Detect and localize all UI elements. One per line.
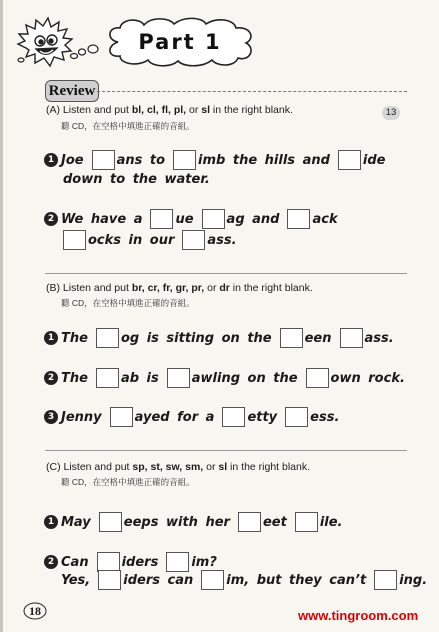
item-number-badge: 2 (44, 555, 58, 569)
sentence-text: ile. (319, 514, 343, 530)
sentence-text: iders can (123, 572, 194, 588)
answer-blank-box[interactable] (99, 512, 122, 532)
item-number-badge: 3 (44, 410, 58, 424)
answer-blank-box[interactable] (287, 209, 310, 229)
item-number-badge: 1 (44, 515, 58, 529)
sentence-text: og is sitting on the (120, 330, 272, 346)
sentence-text: Joe (61, 152, 84, 168)
answer-blank-box[interactable] (202, 209, 225, 229)
answer-blank-box[interactable] (97, 552, 120, 572)
sentence-text: im, but they can’t (226, 572, 367, 588)
sentence-text: The (61, 330, 88, 346)
answer-blank-box[interactable] (222, 407, 245, 427)
website-url[interactable]: www.tingroom.com (298, 608, 419, 623)
sentence-text: ass. (364, 330, 394, 346)
answer-blank-box[interactable] (96, 328, 119, 348)
instruction-c-chinese: 聽 CD，在空格中填進正確的音組。 (61, 477, 195, 487)
exercise-line (61, 570, 427, 590)
answer-blank-box[interactable] (306, 368, 329, 388)
sentence-text: ayed for a (134, 409, 215, 425)
exercise-line (44, 150, 386, 170)
answer-blank-box[interactable] (374, 570, 397, 590)
exercise-line (44, 407, 339, 427)
answer-blank-box[interactable] (285, 407, 308, 427)
sentence-text: ide (362, 152, 386, 168)
sentence-text: iders (121, 554, 159, 570)
answer-blank-box[interactable] (201, 570, 224, 590)
sentence-text: imb the hills and (198, 152, 330, 168)
answer-blank-box[interactable] (340, 328, 363, 348)
page-number: 18 (22, 601, 48, 621)
item-number-badge: 1 (44, 331, 58, 345)
instruction-b-chinese: 聽 CD，在空格中填進正確的音組。 (61, 298, 195, 308)
sentence-text: ing. (399, 572, 428, 588)
page-edge (0, 0, 3, 632)
sentence-text: ag and (226, 211, 280, 227)
sentence-text: Yes, (61, 572, 91, 588)
cd-track-badge: 13 (382, 106, 400, 120)
sentence-text: ans to (116, 152, 166, 168)
sentence-text: eet (262, 514, 287, 530)
exercise-line (63, 172, 210, 187)
exercise-line (44, 328, 394, 348)
sentence-text: We have a (61, 211, 143, 227)
section-divider (45, 450, 407, 451)
exercise-line (44, 552, 217, 572)
section-divider (45, 273, 407, 274)
sentence-text: ack (312, 211, 338, 227)
answer-blank-box[interactable] (338, 150, 361, 170)
item-number-badge: 2 (44, 371, 58, 385)
answer-blank-box[interactable] (238, 512, 261, 532)
exercise-line (59, 230, 237, 250)
mascot-face-icon (16, 14, 78, 72)
answer-blank-box[interactable] (280, 328, 303, 348)
sentence-text: Can (61, 554, 89, 570)
sentence-text: ess. (310, 409, 340, 425)
answer-blank-box[interactable] (173, 150, 196, 170)
sentence-text: eeps with her (123, 514, 230, 530)
answer-blank-box[interactable] (96, 368, 119, 388)
item-number-badge: 2 (44, 212, 58, 226)
answer-blank-box[interactable] (110, 407, 133, 427)
sentence-text: etty (247, 409, 278, 425)
sentence-text: een (304, 330, 332, 346)
item-number-badge: 1 (44, 153, 58, 167)
sentence-text: down to the water. (63, 172, 210, 187)
review-dashed-rule (97, 91, 407, 92)
answer-blank-box[interactable] (167, 368, 190, 388)
sentence-text: The (61, 370, 88, 386)
instruction-c: (C) Listen and put sp, st, sw, sm, or sl in the right blank. (46, 461, 311, 473)
page-title: Part 1 (138, 30, 222, 54)
review-badge: Review (45, 80, 99, 102)
instruction-a-chinese: 聽 CD，在空格中填進正確的音組。 (61, 121, 195, 131)
sentence-text: ocks in our (88, 232, 175, 248)
sentence-text: own rock. (330, 370, 405, 386)
sentence-text: ab is (120, 370, 159, 386)
answer-blank-box[interactable] (166, 552, 189, 572)
answer-blank-box[interactable] (295, 512, 318, 532)
exercise-line (44, 368, 405, 388)
cloud-bubble-icon (76, 40, 100, 58)
answer-blank-box[interactable] (92, 150, 115, 170)
answer-blank-box[interactable] (98, 570, 121, 590)
sentence-text: ue (175, 211, 194, 227)
sentence-text: May (61, 514, 91, 530)
exercise-line (44, 512, 342, 532)
sentence-text: awling on the (191, 370, 298, 386)
instruction-b: (B) Listen and put br, cr, fr, gr, pr, or dr in the right blank. (46, 282, 313, 294)
answer-blank-box[interactable] (150, 209, 173, 229)
instruction-a: (A) Listen and put bl, cl, fl, pl, or sl in the right blank. (46, 104, 293, 116)
exercise-line (44, 209, 338, 229)
sentence-text: Jenny (61, 409, 102, 425)
sentence-text: ass. (207, 232, 237, 248)
answer-blank-box[interactable] (182, 230, 205, 250)
sentence-text: im? (191, 554, 217, 570)
answer-blank-box[interactable] (63, 230, 86, 250)
